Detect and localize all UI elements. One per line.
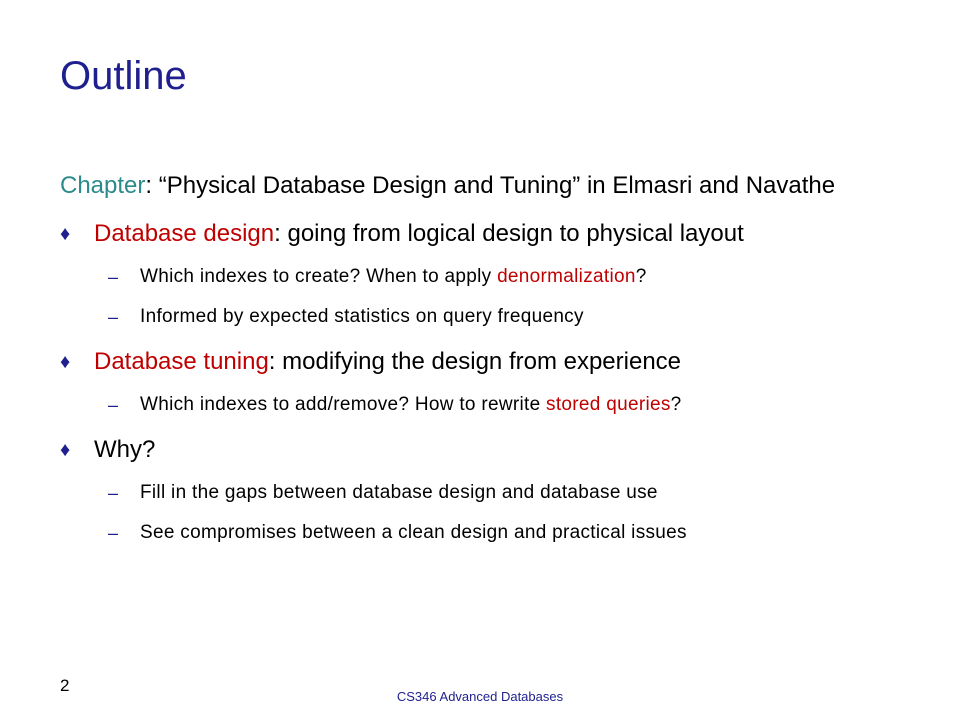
- slide-footer: CS346 Advanced Databases: [396, 689, 564, 704]
- slide-title: Outline: [60, 54, 187, 98]
- chapter-text: : “Physical Database Design and Tuning” in Elmasri and Navathe: [145, 172, 836, 199]
- subitem-indexes-create: [60, 262, 920, 292]
- chapter-line: [60, 168, 920, 204]
- subitem-text: Which indexes to add/remove? How to rewrite: [140, 394, 547, 415]
- diamond-bullet-icon: ♦: [60, 351, 71, 373]
- subitem-text-after: ?: [670, 394, 682, 415]
- page-number: 2: [60, 676, 70, 695]
- dash-bullet-icon: –: [108, 523, 119, 543]
- subitem-highlight: stored queries: [546, 394, 671, 415]
- subitem-text: See compromises between a clean design and practical issues: [140, 522, 687, 543]
- bullet-text: : going from logical design to physical layout: [274, 220, 744, 247]
- bullet-why: [60, 432, 920, 468]
- subitem-compromises: [60, 518, 920, 548]
- slide-content: [60, 168, 920, 548]
- bullet-highlight: Database design: [94, 220, 275, 247]
- subitem-highlight: denormalization: [497, 266, 636, 287]
- bullet-text: Why?: [94, 436, 156, 463]
- dash-bullet-icon: –: [108, 267, 119, 287]
- subitem-text: Fill in the gaps between database design and database use: [140, 482, 658, 503]
- subitem-gaps: [60, 478, 920, 508]
- diamond-bullet-icon: ♦: [60, 223, 71, 245]
- subitem-indexes-add: [60, 390, 920, 420]
- chapter-label: Chapter: [60, 172, 146, 199]
- diamond-bullet-icon: ♦: [60, 439, 71, 461]
- bullet-text: : modifying the design from experience: [268, 348, 682, 375]
- subitem-text: Informed by expected statistics on query frequency: [140, 306, 584, 327]
- dash-bullet-icon: –: [108, 395, 119, 415]
- subitem-text: Which indexes to create? When to apply: [140, 266, 498, 287]
- dash-bullet-icon: –: [108, 307, 119, 327]
- bullet-database-design: [60, 216, 920, 252]
- bullet-highlight: Database tuning: [94, 348, 269, 375]
- subitem-statistics: [60, 302, 920, 332]
- subitem-text-after: ?: [635, 266, 647, 287]
- bullet-database-tuning: [60, 344, 920, 380]
- dash-bullet-icon: –: [108, 483, 119, 503]
